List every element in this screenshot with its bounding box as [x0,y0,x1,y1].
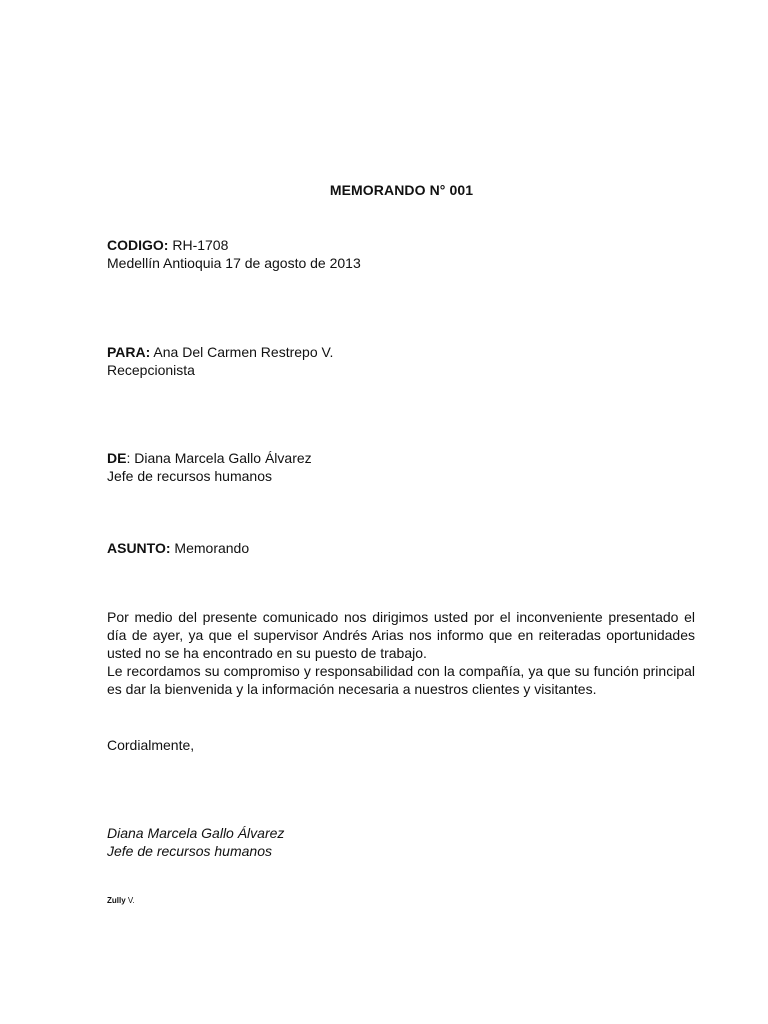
para-line [107,343,333,361]
fecha-lugar: Medellín Antioquia 17 de agosto de 2013 [107,255,361,271]
para-label: PARA: [107,344,151,360]
asunto-line [107,539,249,557]
de-name: : Diana Marcela Gallo Álvarez [126,450,312,466]
de-line [107,449,312,467]
memo-title: MEMORANDO N° 001 [329,182,474,198]
initials-bold: Zully [107,896,126,905]
body-paragraph-1: Por medio del presente comunicado nos dirigimos usted por el inconveniente presentado el día de ayer, ya que el supervisor Andrés Arias nos informo que en reiteradas oportunidades usted no se ha encontrado en su puesto de trabajo. [107,609,695,661]
signature-name: Diana Marcela Gallo Álvarez [107,825,285,841]
de-role: Jefe de recursos humanos [107,468,272,484]
closing: Cordialmente, [107,737,195,753]
codigo-value: RH-1708 [172,237,229,253]
memo-body [107,608,695,698]
para-name: Ana Del Carmen Restrepo V. [153,344,334,360]
asunto-label: ASUNTO: [107,540,171,556]
asunto-value: Memorando [174,540,250,556]
para-role: Recepcionista [107,362,195,378]
typist-initials [107,896,135,905]
signature-role: Jefe de recursos humanos [107,843,272,859]
initials-rest: V. [125,896,135,905]
codigo-line [107,236,228,254]
de-label: DE [107,450,127,466]
body-paragraph-2: Le recordamos su compromiso y responsabilidad con la compañía, ya que su función principal es dar la bienvenida y la información necesaria a nuestros clientes y visitantes. [107,663,695,697]
codigo-label: CODIGO: [107,237,169,253]
